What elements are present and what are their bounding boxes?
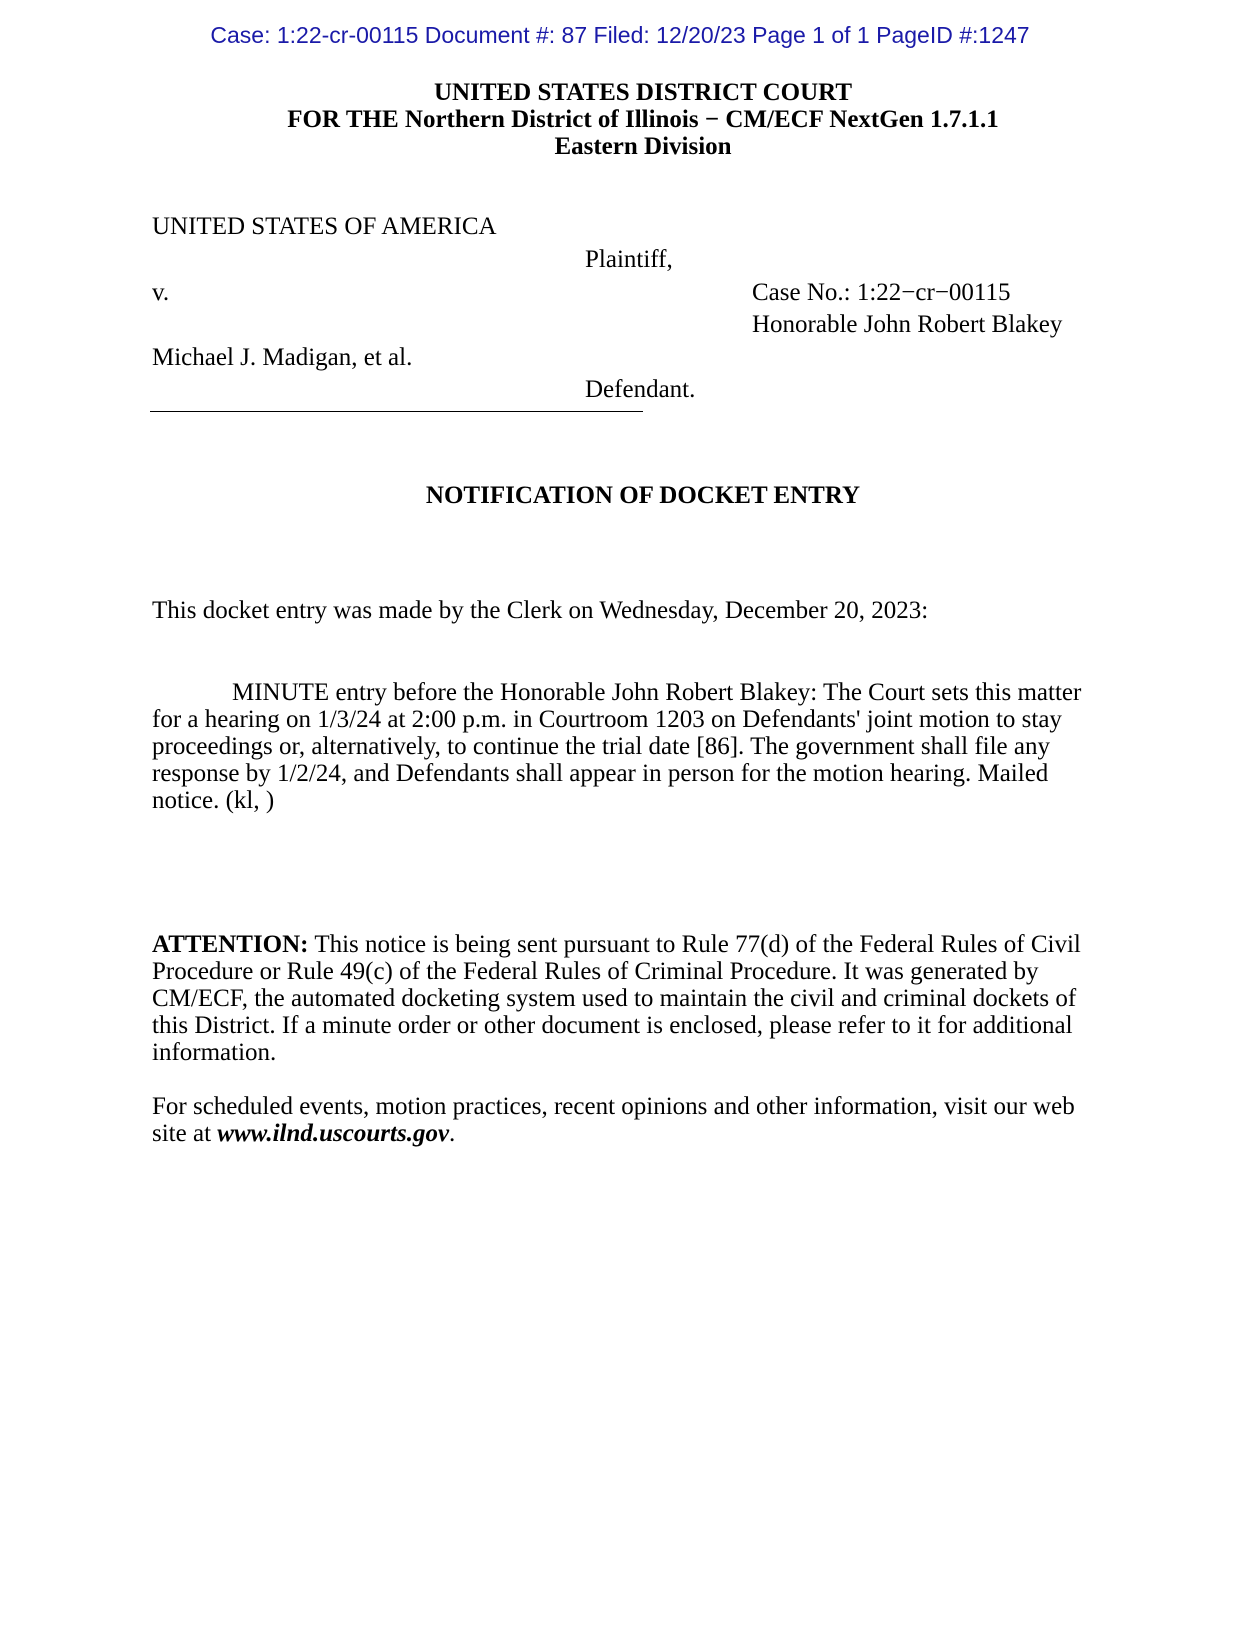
defendant-role: Defendant. [585, 376, 696, 403]
filing-stamp: Case: 1:22-cr-00115 Document #: 87 Filed: 12/20/23 Page 1 of 1 PageID #:1247 [210, 22, 1030, 48]
attention-label: ATTENTION: [152, 931, 309, 958]
court-header [0, 79, 1240, 160]
presiding-judge: Honorable John Robert Blakey [752, 311, 1063, 338]
plaintiff-name: UNITED STATES OF AMERICA [152, 213, 497, 240]
website-text: For scheduled events, motion practices, recent opinions and other information, visit our web site at [152, 1093, 1075, 1147]
website-notice [152, 1093, 1100, 1147]
minute-entry: MINUTE entry before the Honorable John Robert Blakey: The Court sets this matter for a hearing on 1/3/24 at 2:00 p.m. in Courtroom 1203 on Defendants' joint motion to stay proceedings or, alternatively, to continue the trial date [86]. The government shall file any response by 1/2/24, and Defendants shall appear in person for the motion hearing. Mailed notice. (kl, ) [152, 679, 1082, 814]
website-period: . [449, 1120, 456, 1147]
court-name: UNITED STATES DISTRICT COURT [434, 79, 852, 106]
defendant-name: Michael J. Madigan, et al. [152, 344, 413, 371]
versus-label: v. [152, 279, 170, 306]
document-title: NOTIFICATION OF DOCKET ENTRY [425, 482, 861, 509]
attention-text: This notice is being sent pursuant to Rule 77(d) of the Federal Rules of Civil Procedure or Rule 49(c) of the Federal Rules of Criminal Procedure. It was generated by CM/ECF, the automated docketing system used to maintain the civil and criminal dockets of this District. If a minute order or other document is enclosed, please refer to it for additional information. [152, 931, 1081, 1066]
case-number: Case No.: 1:22−cr−00115 [752, 279, 1011, 306]
court-division: Eastern Division [554, 133, 732, 160]
attention-notice [152, 931, 1100, 1066]
entry-intro: This docket entry was made by the Clerk on Wednesday, December 20, 2023: [152, 597, 929, 624]
caption-divider [150, 411, 643, 412]
website-link[interactable]: www.ilnd.uscourts.gov [217, 1120, 450, 1147]
court-district: FOR THE Northern District of Illinois − CM/ECF NextGen 1.7.1.1 [287, 106, 999, 133]
plaintiff-role: Plaintiff, [585, 246, 673, 273]
